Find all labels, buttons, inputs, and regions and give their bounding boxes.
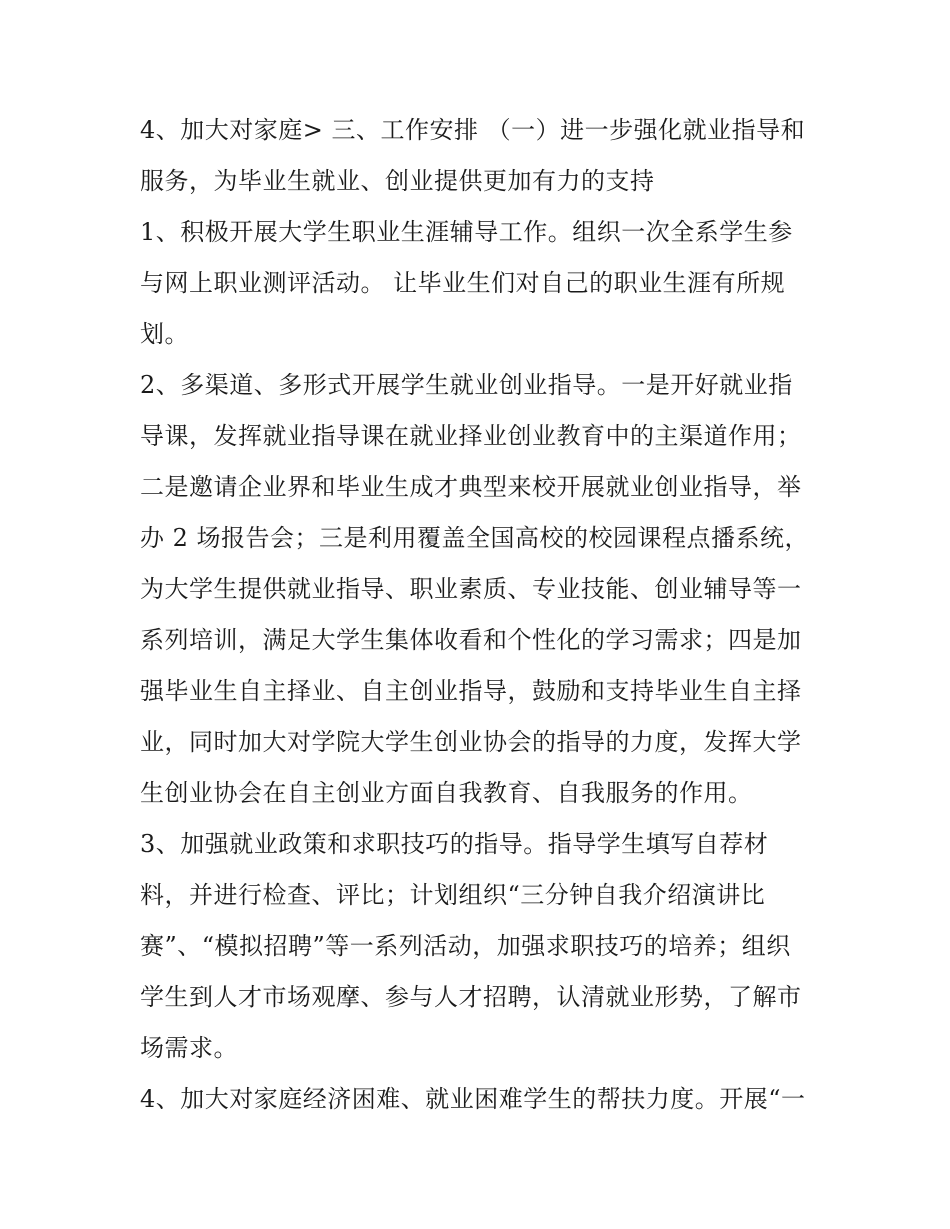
text-line: 赛”、“模拟招聘”等一系列活动，加强求职技巧的培养；组织 <box>140 932 791 960</box>
text-line: 4、加大对家庭经济困难、就业困难学生的帮扶力度。开展“一 <box>140 1085 806 1113</box>
text-line: 业，同时加大对学院大学生创业协会的指导的力度，发挥大学 <box>140 728 802 756</box>
text-line: 办 2 场报告会；三是利用覆盖全国高校的校园课程点播系统， <box>140 524 810 552</box>
text-line: 1、积极开展大学生职业生涯辅导工作。组织一次全系学生参 <box>140 218 793 246</box>
text-line: 生创业协会在自主创业方面自我教育、自我服务的作用。 <box>140 779 753 807</box>
text-line: 与网上职业测评活动。 让毕业生们对自己的职业生涯有所规 <box>140 269 786 297</box>
document-body <box>140 105 820 1125</box>
text-line: 二是邀请企业界和毕业生成才典型来校开展就业创业指导，举 <box>140 473 802 501</box>
text-line: 2、多渠道、多形式开展学生就业创业指导。一是开好就业指 <box>140 371 793 399</box>
text-line: 学生到人才市场观摩、参与人才招聘，认清就业形势，了解市 <box>140 983 802 1011</box>
text-line: 3、加强就业政策和求职技巧的指导。指导学生填写自荐材 <box>140 830 769 858</box>
text-line: 料，并进行检查、评比；计划组织“三分钟自我介绍演讲比 <box>140 881 766 909</box>
text-line: 划。 <box>140 320 189 348</box>
text-line: 系列培训，满足大学生集体收看和个性化的学习需求；四是加 <box>140 626 802 654</box>
text-line: 为大学生提供就业指导、职业素质、专业技能、创业辅导等一 <box>140 575 802 603</box>
text-line: 4、加大对家庭> 三、工作安排 （一）进一步强化就业指导和 <box>140 116 806 144</box>
text-line: 导课，发挥就业指导课在就业择业创业教育中的主渠道作用； <box>140 422 802 450</box>
text-line: 服务，为毕业生就业、创业提供更加有力的支持 <box>140 167 655 195</box>
text-line: 强毕业生自主择业、自主创业指导，鼓励和支持毕业生自主择 <box>140 677 802 705</box>
text-line: 场需求。 <box>140 1034 238 1062</box>
